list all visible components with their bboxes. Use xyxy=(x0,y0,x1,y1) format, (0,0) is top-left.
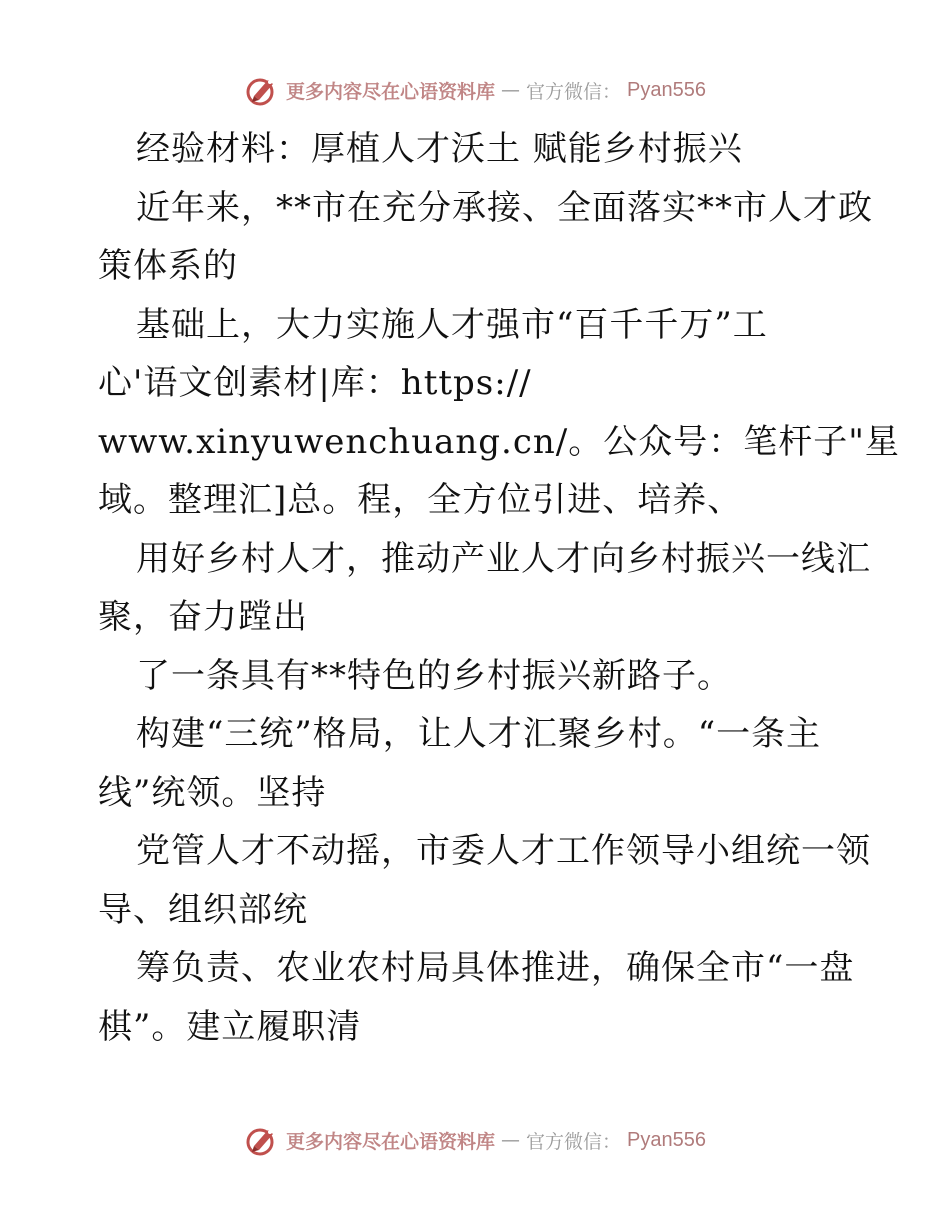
footer-watermark xyxy=(0,1118,950,1162)
paragraph-line: 线”统领。坚持 xyxy=(98,772,327,813)
paragraph-line: 近年来，**市在充分承接、全面落实**市人才政 xyxy=(136,187,873,228)
pen-nib-logo-icon xyxy=(244,1122,280,1158)
paragraph-line: 党管人才不动摇，市委人才工作领导小组统一领 xyxy=(136,831,871,871)
document-title: 经验材料：厚植人才沃土 赋能乡村振兴 xyxy=(136,129,743,169)
paragraph-line: 心'语文创素材|库：https:// xyxy=(98,363,532,403)
paragraph-line: 用好乡村人才，推动产业人才向乡村振兴一线汇 xyxy=(136,538,871,579)
watermark-site-text: 更多内容尽在心语资料库 xyxy=(286,1130,496,1153)
watermark-wechat-id: Pyan556 xyxy=(627,1128,706,1151)
watermark-official-label: 官方微信： xyxy=(526,1130,622,1153)
paragraph-line: www.xinyuwenchuang.cn/。公众号：笔杆子"星 xyxy=(98,421,900,462)
watermark-wechat-id: Pyan556 xyxy=(627,78,706,101)
watermark-official-label: 官方微信： xyxy=(526,80,622,103)
watermark-dash: — xyxy=(501,1129,521,1151)
paragraph-line: 构建“三统”格局，让人才汇聚乡村。“一条主 xyxy=(136,714,822,754)
header-watermark xyxy=(0,68,950,112)
paragraph-line: 聚，奋力蹚出 xyxy=(98,597,308,637)
paragraph-line: 了一条具有**特色的乡村振兴新路子。 xyxy=(136,655,732,696)
document-body xyxy=(98,120,900,1056)
watermark-site-text: 更多内容尽在心语资料库 xyxy=(286,80,496,103)
paragraph-line: 筹负责、农业农村局具体推进，确保全市“一盘 xyxy=(136,948,855,988)
paragraph-line: 棋”。建立履职清 xyxy=(98,1006,362,1047)
pen-nib-logo-icon xyxy=(244,72,280,108)
watermark-dash: — xyxy=(501,79,521,101)
paragraph-line: 导、组织部统 xyxy=(98,889,308,930)
paragraph-line: 域。整理汇]总。程，全方位引进、培养、 xyxy=(98,480,743,520)
paragraph-line: 基础上，大力实施人才强市“百千千万”工 xyxy=(136,304,768,345)
paragraph-line: 策体系的 xyxy=(98,246,238,286)
